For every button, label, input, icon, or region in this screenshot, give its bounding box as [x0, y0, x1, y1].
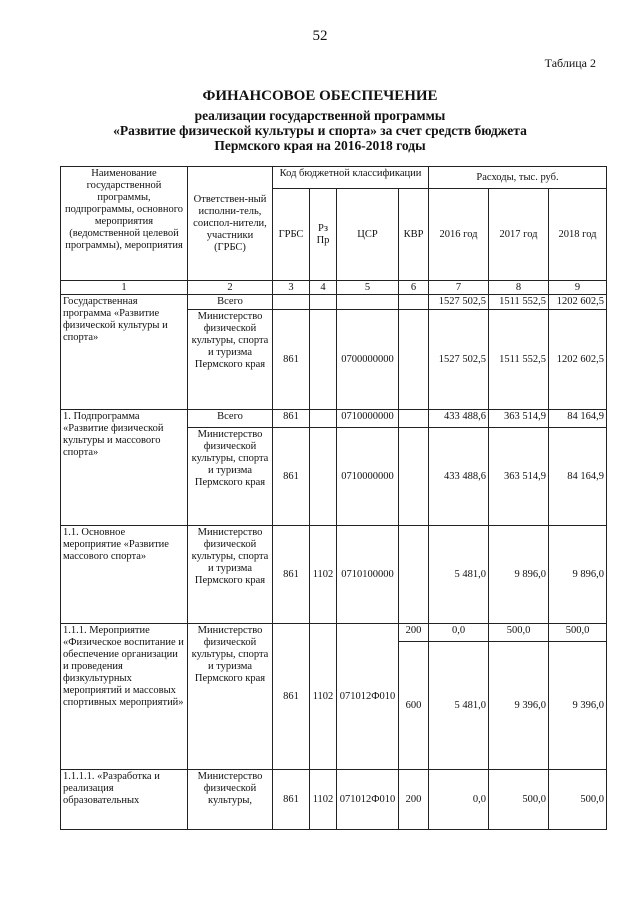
- row-kvr: [399, 428, 429, 526]
- table-row: [61, 624, 607, 642]
- row-name: 1.1. Основное мероприятие «Развитие массового спорта»: [61, 526, 188, 624]
- row-name: 1. Подпрограмма «Развитие физической культуры и массового спорта»: [61, 410, 188, 526]
- row-value-2017: 363 514,9: [489, 410, 549, 428]
- row-value-2016: 433 488,6: [429, 428, 489, 526]
- row-csr: 0710000000: [337, 410, 399, 428]
- row-rzpr: [310, 310, 337, 410]
- row-rzpr: 1102: [310, 526, 337, 624]
- header-name: Наименование государственной программы, подпрограммы, основного мероприятия (ведомственной целевой программы), мероприятия: [61, 167, 188, 281]
- row-executor: Министерство физической культуры, спорта и туризма Пермского края: [188, 428, 273, 526]
- row-value-2018: 1202 602,5: [549, 310, 607, 410]
- row-value-2016: 0,0: [429, 624, 489, 642]
- row-csr: 071012Ф010: [337, 624, 399, 770]
- header-kvr: КВР: [399, 189, 429, 281]
- row-value-2018: 9 396,0: [549, 642, 607, 770]
- row-value-2016: 5 481,0: [429, 526, 489, 624]
- row-csr: 071012Ф010: [337, 770, 399, 830]
- header-2017: 2017 год: [489, 189, 549, 281]
- table-row: [61, 295, 607, 310]
- row-value-2018: 1202 602,5: [549, 295, 607, 310]
- column-number: 9: [549, 281, 607, 295]
- row-value-2018: 500,0: [549, 624, 607, 642]
- column-number: 1: [61, 281, 188, 295]
- row-kvr: 600: [399, 642, 429, 770]
- row-total-label: Всего: [188, 295, 273, 310]
- header-rzpr: Рз Пр: [310, 189, 337, 281]
- row-kvr: [399, 526, 429, 624]
- column-number-row: [61, 281, 607, 295]
- row-executor: Министерство физической культуры, спорта и туризма Пермского края: [188, 526, 273, 624]
- table-label: Таблица 2: [544, 56, 596, 70]
- row-executor: Министерство физической культуры, спорта и туризма Пермского края: [188, 310, 273, 410]
- row-value-2016: 433 488,6: [429, 410, 489, 428]
- header-executor: Ответствен-ный исполни-тель, соиспол-нители, участники (ГРБС): [188, 167, 273, 281]
- row-executor: Министерство физической культуры,: [188, 770, 273, 830]
- header-csr: ЦСР: [337, 189, 399, 281]
- subtitle-line: Пермского края на 2016-2018 годы: [214, 138, 426, 153]
- row-csr: 0710000000: [337, 428, 399, 526]
- header-grbs: ГРБС: [273, 189, 310, 281]
- document-subtitle: [0, 108, 640, 153]
- row-value-2017: 500,0: [489, 770, 549, 830]
- header-2016: 2016 год: [429, 189, 489, 281]
- row-csr: 0710100000: [337, 526, 399, 624]
- column-number: 4: [310, 281, 337, 295]
- subtitle-line: «Развитие физической культуры и спорта» за счет средств бюджета: [113, 123, 527, 138]
- row-value-2017: 500,0: [489, 624, 549, 642]
- row-grbs: 861: [273, 770, 310, 830]
- row-name: Государственная программа «Развитие физической культуры и спорта»: [61, 295, 188, 410]
- header-budget-code: Код бюджетной классификации: [273, 167, 429, 189]
- header-2018: 2018 год: [549, 189, 607, 281]
- row-kvr: [399, 310, 429, 410]
- row-name: 1.1.1.1. «Разработка и реализация образовательных: [61, 770, 188, 830]
- financing-table: [60, 166, 607, 830]
- table-row: [61, 410, 607, 428]
- row-value-2017: 1511 552,5: [489, 310, 549, 410]
- row-grbs: 861: [273, 428, 310, 526]
- column-number: 8: [489, 281, 549, 295]
- row-value-2017: 9 896,0: [489, 526, 549, 624]
- row-rzpr: [310, 428, 337, 526]
- row-kvr: 200: [399, 624, 429, 642]
- row-total-label: Всего: [188, 410, 273, 428]
- column-number: 7: [429, 281, 489, 295]
- subtitle-line: реализации государственной программы: [194, 108, 446, 123]
- row-name: 1.1.1. Мероприятие «Физическое воспитание и обеспечение организации и проведения физкультурных мероприятий и массовых спортивных мероприятий»: [61, 624, 188, 770]
- row-value-2017: 9 396,0: [489, 642, 549, 770]
- row-value-2016: 1527 502,5: [429, 295, 489, 310]
- row-grbs: 861: [273, 526, 310, 624]
- document-title: ФИНАНСОВОЕ ОБЕСПЕЧЕНИЕ: [202, 88, 438, 104]
- row-value-2016: 5 481,0: [429, 642, 489, 770]
- column-number: 2: [188, 281, 273, 295]
- row-grbs: 861: [273, 410, 310, 428]
- row-value-2017: 363 514,9: [489, 428, 549, 526]
- header-expenses: Расходы, тыс. руб.: [429, 167, 607, 189]
- table-row: [61, 770, 607, 830]
- row-value-2016: 1527 502,5: [429, 310, 489, 410]
- row-value-2017: 1511 552,5: [489, 295, 549, 310]
- column-number: 5: [337, 281, 399, 295]
- row-csr: 0700000000: [337, 310, 399, 410]
- row-kvr: 200: [399, 770, 429, 830]
- page-number: 52: [312, 28, 328, 44]
- row-grbs: 861: [273, 310, 310, 410]
- row-value-2016: 0,0: [429, 770, 489, 830]
- row-grbs: 861: [273, 624, 310, 770]
- row-value-2018: 9 896,0: [549, 526, 607, 624]
- column-number: 6: [399, 281, 429, 295]
- row-rzpr: 1102: [310, 770, 337, 830]
- row-value-2018: 500,0: [549, 770, 607, 830]
- row-value-2018: 84 164,9: [549, 410, 607, 428]
- row-executor: Министерство физической культуры, спорта и туризма Пермского края: [188, 624, 273, 770]
- header-row: [61, 167, 607, 189]
- column-number: 3: [273, 281, 310, 295]
- row-rzpr: 1102: [310, 624, 337, 770]
- table-row: [61, 526, 607, 624]
- row-value-2018: 84 164,9: [549, 428, 607, 526]
